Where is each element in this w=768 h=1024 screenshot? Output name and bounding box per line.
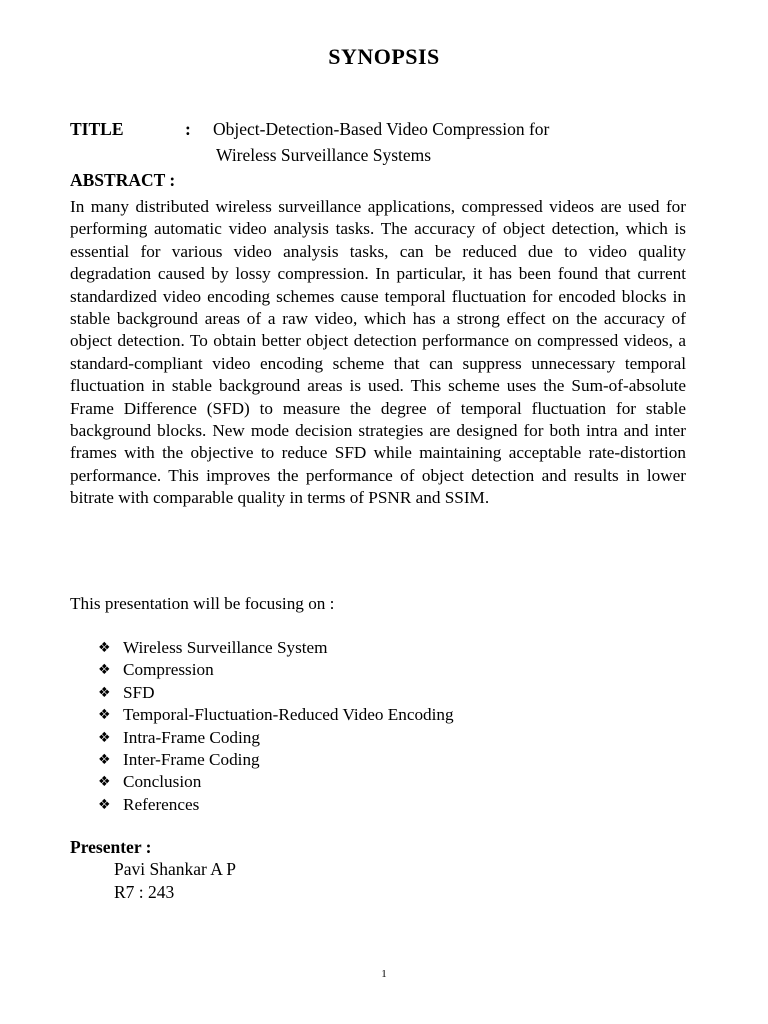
- diamond-bullet-icon: ❖: [98, 640, 111, 656]
- abstract-body: In many distributed wireless surveillance applications, compressed videos are used for performing automatic video analysis tasks. The accuracy of object detection, which is essential for various video analysis tasks, can be reduced due to video quality degradation caused by lossy compression. In particular, it has been found that current standardized video encoding schemes cause temporal fluctuation for encoded blocks in stable background areas of a raw video, which has a strong effect on the accuracy of object detection. To obtain better object detection performance on compressed videos, a standard-compliant video encoding scheme that can suppress unnecessary temporal fluctuation in stable background areas is used. This scheme uses the Sum-of-absolute Frame Difference (SFD) to measure the degree of temporal fluctuation for stable background blocks. New mode decision strategies are designed for both intra and inter frames with the objective to reduce SFD while maintaining acceptable rate-distortion performance. This improves the performance of object detection and results in lower bitrate with comparable quality in terms of PSNR and SSIM.: [70, 197, 686, 508]
- list-item-text: Inter-Frame Coding: [123, 750, 260, 770]
- list-item-text: Compression: [123, 660, 214, 680]
- diamond-bullet-icon: ❖: [98, 662, 111, 679]
- abstract-label: ABSTRACT :: [70, 170, 176, 190]
- list-item-text: Temporal-Fluctuation-Reduced Video Encoding: [123, 705, 454, 725]
- list-item: [98, 771, 454, 793]
- list-item: [98, 727, 454, 749]
- list-item-text: References: [123, 794, 200, 814]
- presenter-id: R7 : 243: [114, 882, 175, 902]
- diamond-bullet-icon: ❖: [98, 729, 111, 746]
- list-item: [98, 749, 454, 771]
- list-item-text: Wireless Surveillance System: [123, 638, 328, 657]
- list-item-text: Intra-Frame Coding: [123, 727, 260, 747]
- diamond-bullet-icon: ❖: [98, 707, 111, 724]
- title-colon: :: [185, 119, 191, 139]
- title-line-2: Wireless Surveillance Systems: [216, 145, 432, 165]
- diamond-bullet-icon: ❖: [98, 752, 111, 769]
- presenter-name: Pavi Shankar A P: [114, 859, 237, 879]
- diamond-bullet-icon: ❖: [98, 774, 111, 791]
- focus-intro: This presentation will be focusing on :: [70, 594, 335, 613]
- focus-list: [98, 637, 454, 816]
- title-text: [213, 116, 683, 168]
- presenter-label: Presenter :: [70, 837, 152, 857]
- list-item: [98, 637, 454, 659]
- diamond-bullet-icon: ❖: [98, 796, 111, 813]
- page-heading: SYNOPSIS: [328, 44, 440, 69]
- diamond-bullet-icon: ❖: [98, 684, 111, 701]
- title-line-1: Object-Detection-Based Video Compression for: [213, 119, 550, 139]
- list-item: [98, 704, 454, 726]
- list-item: [98, 794, 454, 816]
- title-label: TITLE: [70, 119, 124, 139]
- page-number: 1: [381, 968, 387, 980]
- list-item: [98, 682, 454, 704]
- list-item-text: Conclusion: [123, 772, 202, 792]
- list-item-text: SFD: [123, 682, 155, 702]
- list-item: [98, 659, 454, 681]
